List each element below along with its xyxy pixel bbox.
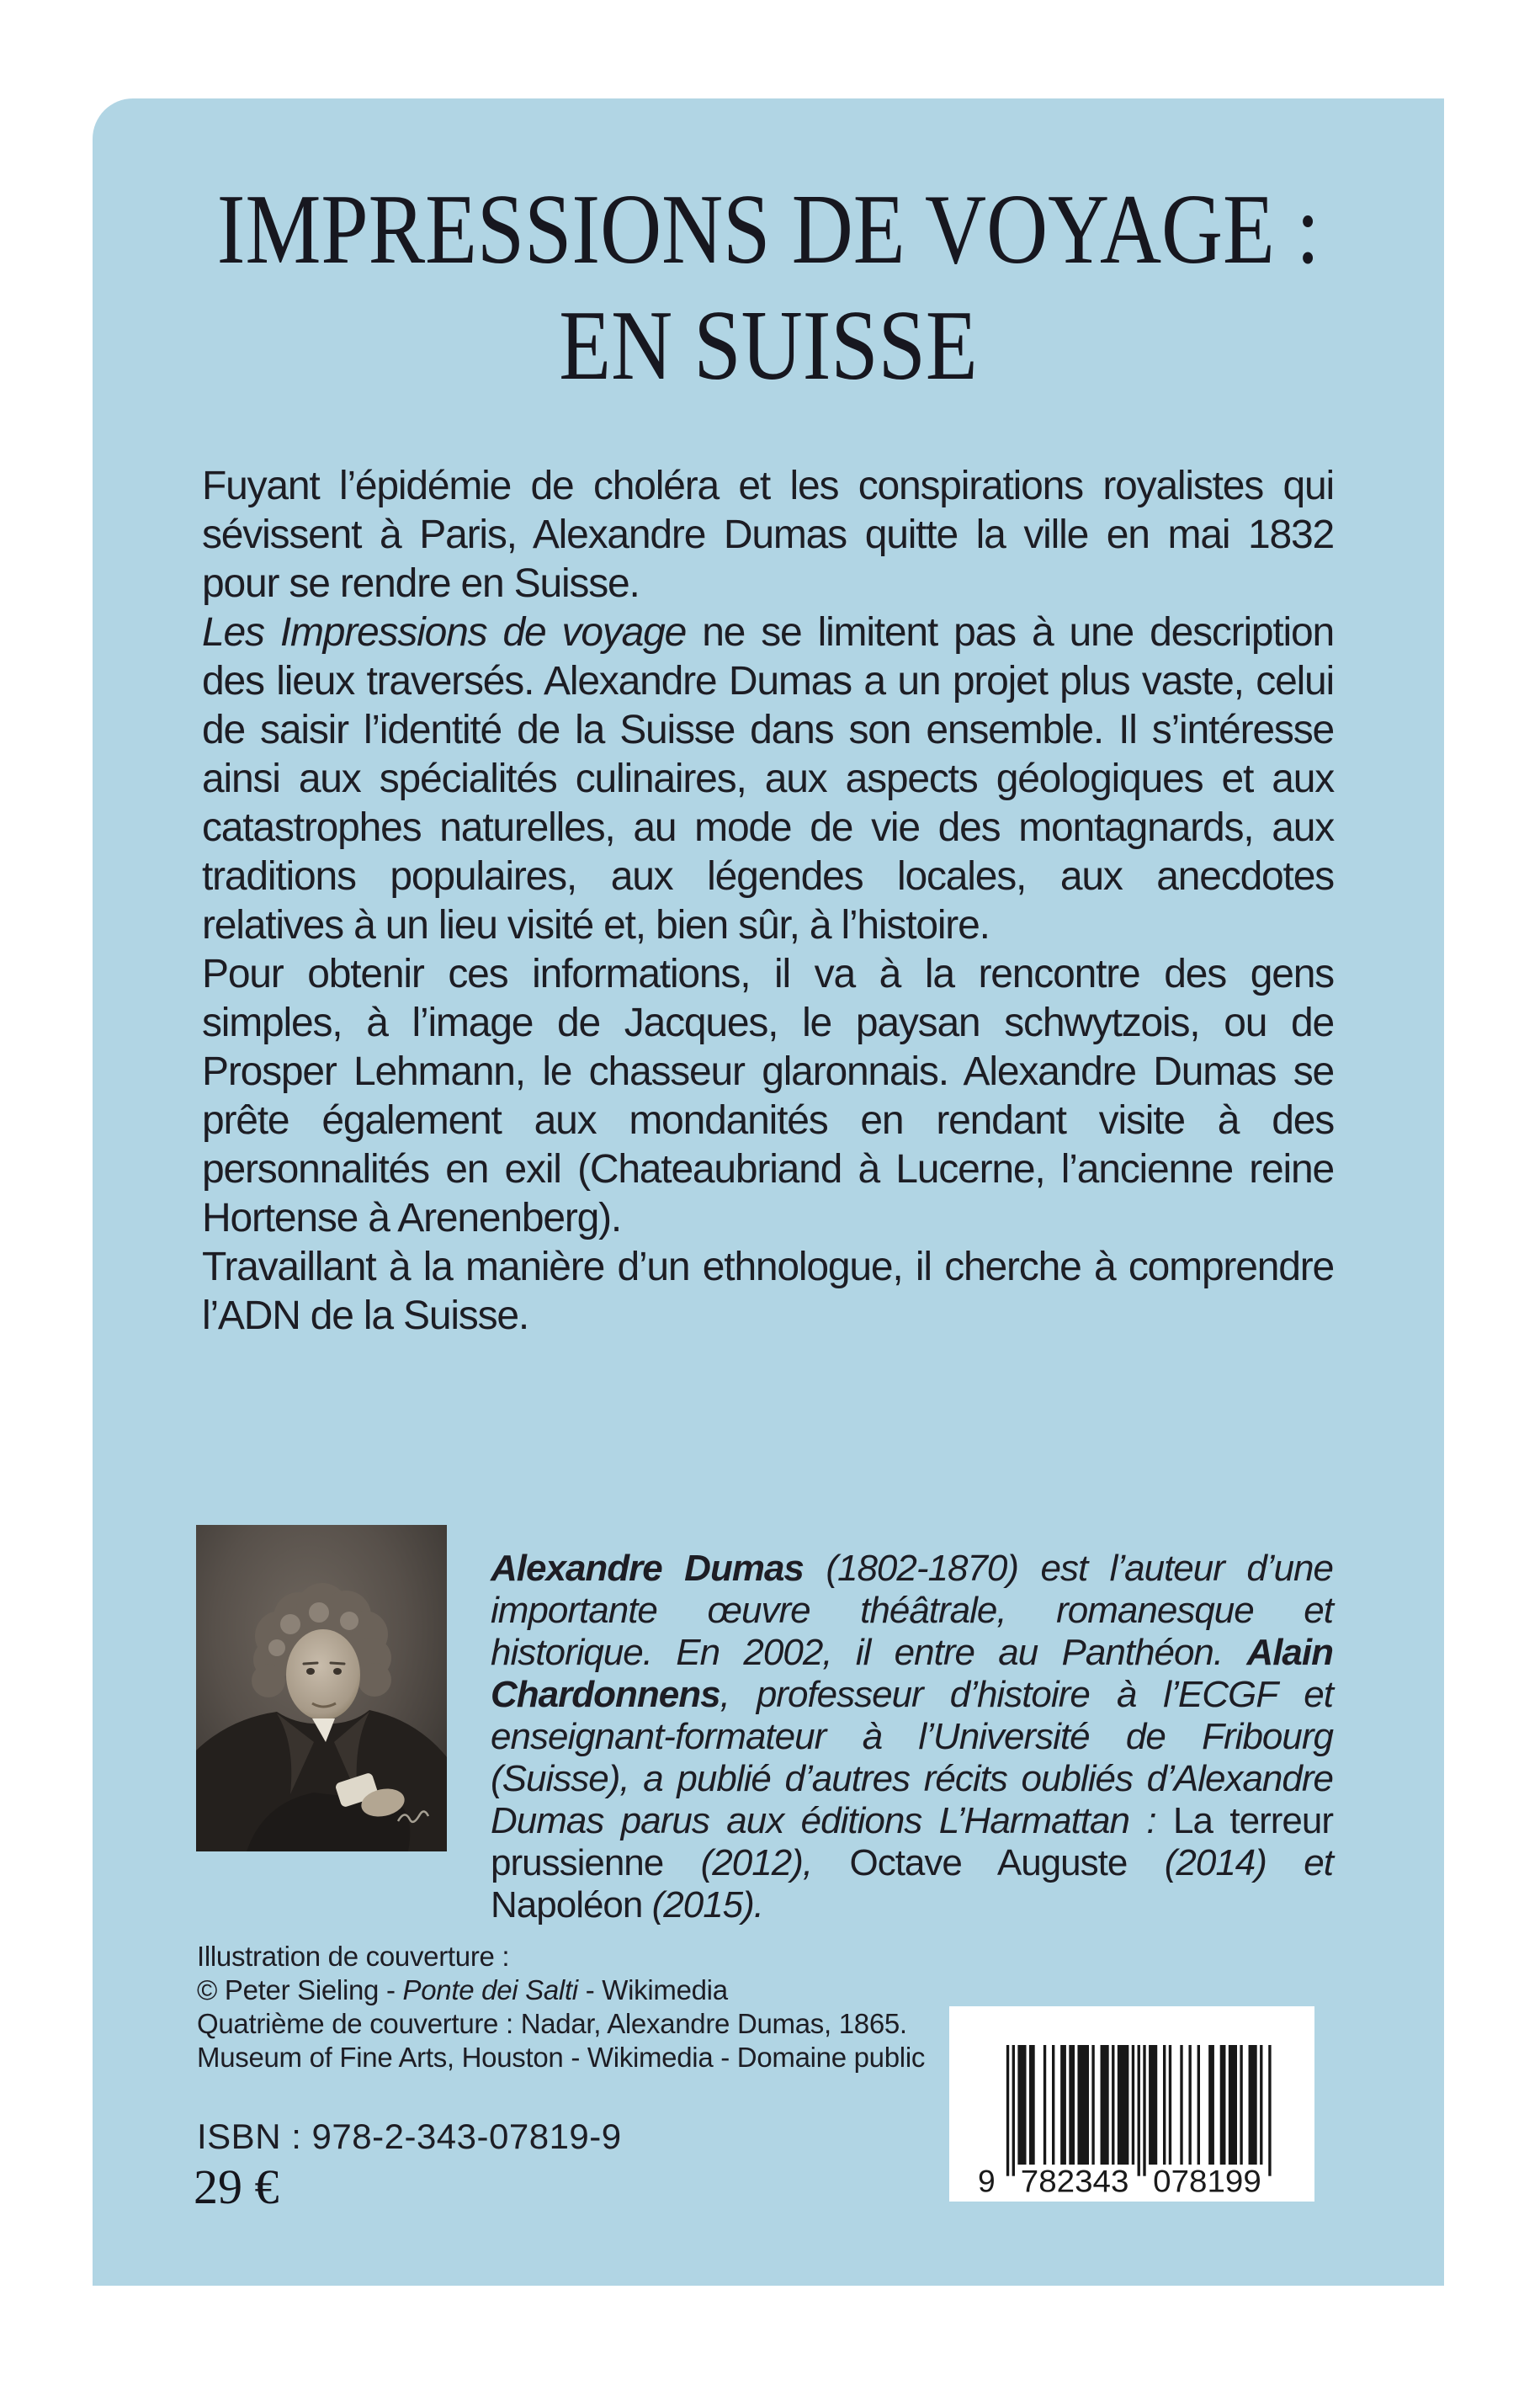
price-label: 29 € (194, 2159, 279, 2214)
ean13-barcode (949, 2006, 1314, 2202)
svg-text:9: 9 (978, 2163, 996, 2193)
book-title-line2: EN SUISSE (559, 289, 978, 401)
book-title-line1: IMPRESSIONS DE VOYAGE : (216, 173, 1320, 284)
svg-text:782343: 782343 (1020, 2163, 1129, 2193)
synopsis-text: Fuyant l’épidémie de choléra et les conspirations royalistes qui sévissent à Paris, Alexandre Dumas quitte la ville en mai 1832 pour se rendre en Suisse. Les Impressions de voyage ne se limitent pas à une description des lieux traversés. Alexandre Dumas a un projet plus vaste, celui de saisir l’identité de la Suisse dans son ensemble. Il s’intéresse ainsi aux spécialités culinaires, aux aspects géologiques et aux catastrophes naturelles, au mode de vie des montagnards, aux traditions populaires, aux légendes locales, aux anecdotes relatives à un lieu visité et, bien sûr, à l’histoire. Pour obtenir ces informations, il va à la rencontre des gens simples, à l’image de Jacques, le paysan schwytzois, ou de Prosper Lehmann, le chasseur glaronnais. Alexandre Dumas se prête également aux mondanités en rendant visite à des personnalités en exil (Chateaubriand à Lucerne, l’ancienne reine Hortense à Arenenberg). Travaillant à la manière d’un ethnologue, il cherche à comprendre l’ADN de la Suisse. (202, 464, 1335, 1338)
isbn-label: ISBN : 978-2-343-07819-9 (197, 2117, 622, 2156)
author-bio: Alexandre Dumas (1802-1870) est l’auteur d’une importante œuvre théâtrale, romanesque et historique. En 2002, il entre au Panthéon. Alain Chardonnens, professeur d’histoire à l’ECGF et enseignant-formateur à l’Université de Fribourg (Suisse), a publié d’autres récits oubliés d’Alexandre Dumas parus aux éditions L’Harmattan : La terreur prussienne (2012), Octave Auguste (2014) et Napoléon (2015). (491, 1548, 1334, 1926)
dumas-portrait-photo (196, 1525, 447, 1851)
back-cover-card (93, 98, 1444, 2286)
svg-text:078199: 078199 (1153, 2163, 1261, 2193)
cover-credits: Illustration de couverture : © Peter Sieling - Ponte dei Salti - Wikimedia Quatrième de couverture : Nadar, Alexandre Dumas, 1865. Museum of Fine Arts, Houston - Wikimedia - Domaine public (197, 1941, 926, 2073)
barcode-digits (978, 2163, 1261, 2193)
book-title (194, 171, 1342, 403)
barcode-bars (1006, 2045, 1274, 2176)
